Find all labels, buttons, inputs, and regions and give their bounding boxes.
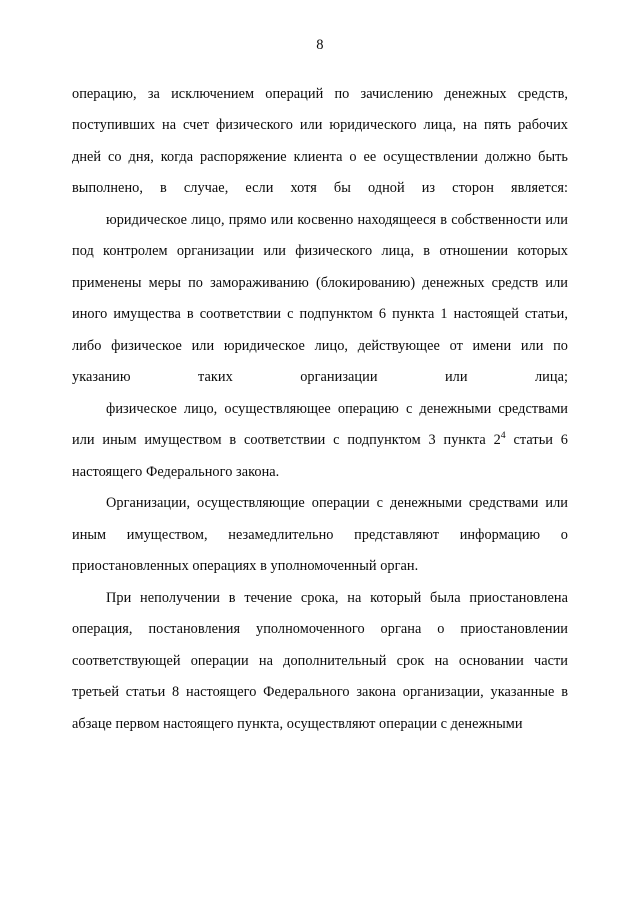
paragraph-3-text-before: физическое лицо, осуществляющее операцию с денежными средствами или иным имуществом в соответствии с подпунктом 3 пункта 2 <box>72 400 568 448</box>
paragraph-4: Организации, осуществляющие операции с денежными средствами или иным имуществом, незамедлительно представляют информацию о приостановленных операциях в уполномоченный орган. <box>72 495 568 574</box>
page-number: 8 <box>316 37 324 53</box>
paragraph-3-text-after: статьи 6 настоящего Федерального закона. <box>72 432 568 480</box>
document-body <box>72 79 568 741</box>
superscript-footnote-marker: 4 <box>500 430 506 442</box>
paragraph-3 <box>72 394 568 489</box>
paragraph-5: При неполучении в течение срока, на который была приостановлена операция, постановления уполномоченного органа о приостановлении соответствующей операции на дополнительный срок на основании части третьей статьи 8 настоящего Федерального закона организации, указанные в абзаце первом настоящего пункта, осуществляют операции с денежными <box>72 589 568 732</box>
paragraph-1: операцию, за исключением операций по зачислению денежных средств, поступивших на счет физического или юридического лица, на пять рабочих дней со дня, когда распоряжение клиента о ее осуществлении должно быть выполнено, в случае, если хотя бы одной из сторон является: <box>72 85 568 196</box>
paragraph-2: юридическое лицо, прямо или косвенно находящееся в собственности или под контролем организации или физического лица, в отношении которых применены меры по замораживанию (блокированию) денежных средств или иного имущества в соответствии с подпунктом 6 пункта 1 настоящей статьи, либо физическое или юридическое лицо, действующее от имени или по указанию таких организации или лица; <box>72 211 568 385</box>
